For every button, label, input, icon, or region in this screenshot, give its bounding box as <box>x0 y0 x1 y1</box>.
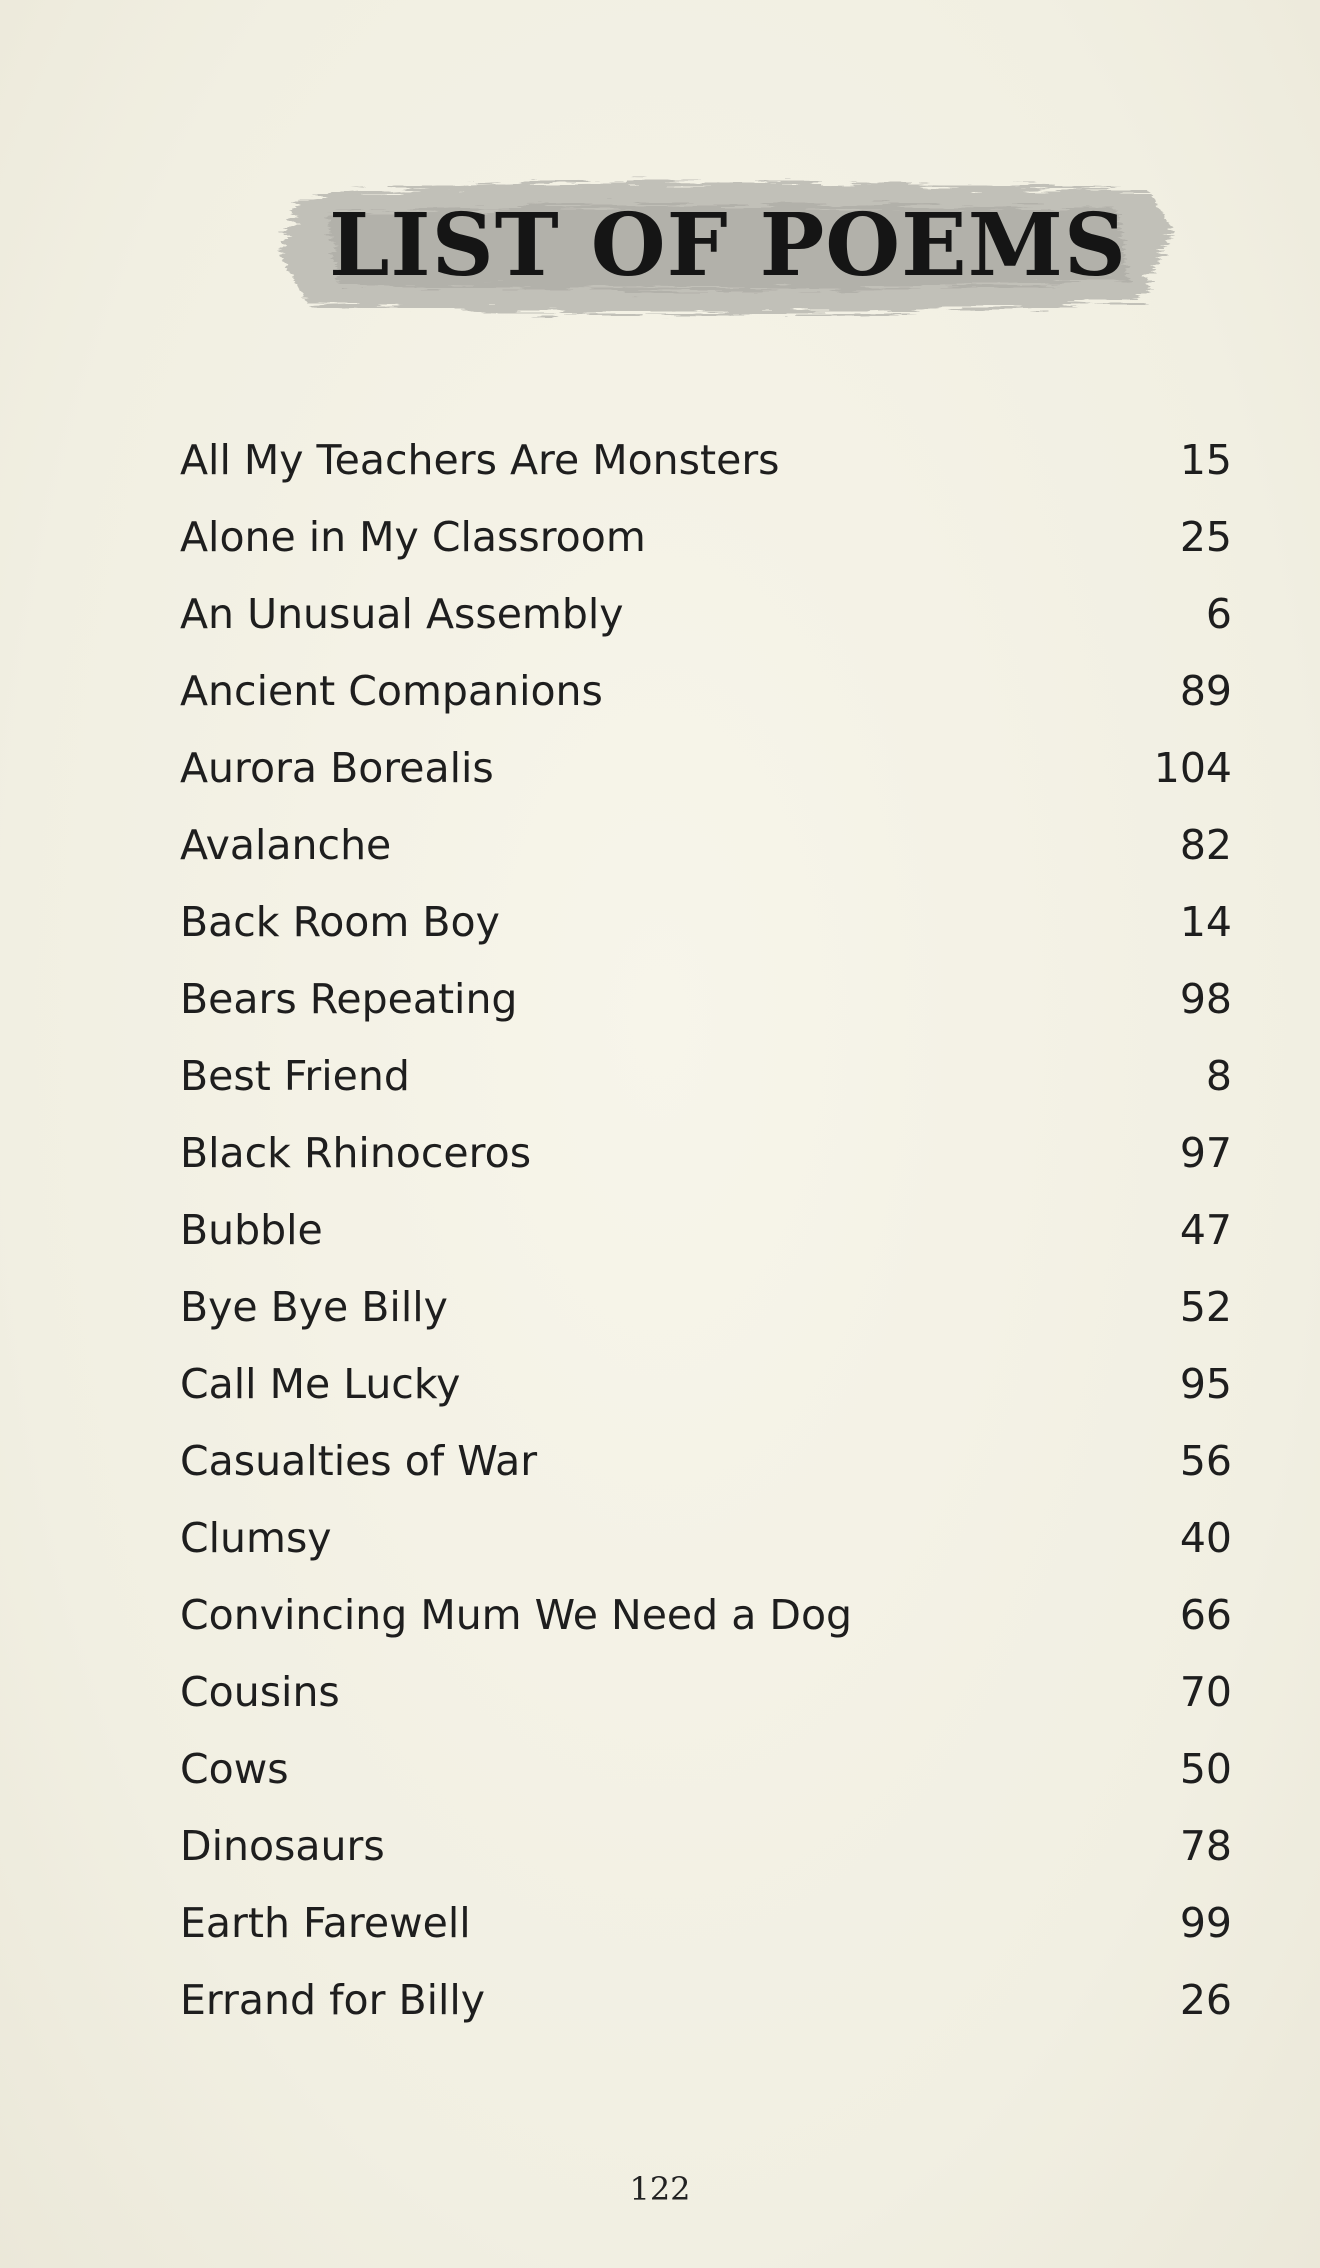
poem-page-number: 104 <box>1153 744 1232 792</box>
poem-page-number: 56 <box>1179 1437 1232 1485</box>
list-item <box>180 425 1232 495</box>
list-item <box>180 1426 1232 1496</box>
list-item <box>180 1272 1232 1342</box>
poem-page-number: 40 <box>1179 1514 1232 1562</box>
poem-page-number: 8 <box>1205 1052 1232 1100</box>
poem-page-number: 14 <box>1179 898 1232 946</box>
poem-title: All My Teachers Are Monsters <box>180 436 780 484</box>
poem-title: Earth Farewell <box>180 1899 471 1947</box>
poem-title: Clumsy <box>180 1514 332 1562</box>
poem-page-number: 82 <box>1179 821 1232 869</box>
list-item <box>180 810 1232 880</box>
poem-page-number: 89 <box>1179 667 1232 715</box>
poem-page-number: 15 <box>1179 436 1232 484</box>
list-item <box>180 1041 1232 1111</box>
poem-page-number: 47 <box>1179 1206 1232 1254</box>
poem-page-number: 70 <box>1179 1668 1232 1716</box>
list-item <box>180 1888 1232 1958</box>
poem-title: Ancient Companions <box>180 667 603 715</box>
poem-title: Avalanche <box>180 821 392 869</box>
poem-title: Errand for Billy <box>180 1976 486 2024</box>
poem-page-number: 25 <box>1179 513 1232 561</box>
page-title: LIST OF POEMS <box>328 194 1128 296</box>
list-item <box>180 1811 1232 1881</box>
poem-title: Bye Bye Billy <box>180 1283 448 1331</box>
poem-title: Best Friend <box>180 1052 410 1100</box>
poem-page-number: 26 <box>1179 1976 1232 2024</box>
page-number: 122 <box>629 2170 691 2208</box>
list-item <box>180 1503 1232 1573</box>
poem-page-number: 66 <box>1179 1591 1232 1639</box>
poem-page-number: 50 <box>1179 1745 1232 1793</box>
poem-page-number: 95 <box>1179 1360 1232 1408</box>
poem-title: Dinosaurs <box>180 1822 385 1870</box>
list-item <box>180 502 1232 572</box>
poem-title: An Unusual Assembly <box>180 590 624 638</box>
poem-list <box>180 425 1232 2025</box>
poem-title: Call Me Lucky <box>180 1360 461 1408</box>
list-item <box>180 964 1232 1034</box>
list-item <box>180 1195 1232 1265</box>
poem-title: Casualties of War <box>180 1437 538 1485</box>
poem-title: Cousins <box>180 1668 340 1716</box>
title-banner <box>268 160 1188 330</box>
poem-title: Black Rhinoceros <box>180 1129 532 1177</box>
poem-title: Back Room Boy <box>180 898 500 946</box>
poem-title: Bears Repeating <box>180 975 518 1023</box>
list-item <box>180 733 1232 803</box>
list-item <box>180 1349 1232 1419</box>
poem-title: Bubble <box>180 1206 323 1254</box>
list-item <box>180 1734 1232 1804</box>
list-item <box>180 1657 1232 1727</box>
poem-page-number: 97 <box>1179 1129 1232 1177</box>
poem-title: Aurora Borealis <box>180 744 494 792</box>
poem-title: Convincing Mum We Need a Dog <box>180 1591 853 1639</box>
list-item <box>180 1118 1232 1188</box>
poem-page-number: 6 <box>1205 590 1232 638</box>
list-item <box>180 579 1232 649</box>
list-item <box>180 887 1232 957</box>
poem-title: Cows <box>180 1745 289 1793</box>
poem-page-number: 99 <box>1179 1899 1232 1947</box>
list-item <box>180 1965 1232 2035</box>
poem-page-number: 98 <box>1179 975 1232 1023</box>
poem-page-number: 52 <box>1179 1283 1232 1331</box>
list-item <box>180 656 1232 726</box>
poem-title: Alone in My Classroom <box>180 513 646 561</box>
list-item <box>180 1580 1232 1650</box>
poem-page-number: 78 <box>1179 1822 1232 1870</box>
